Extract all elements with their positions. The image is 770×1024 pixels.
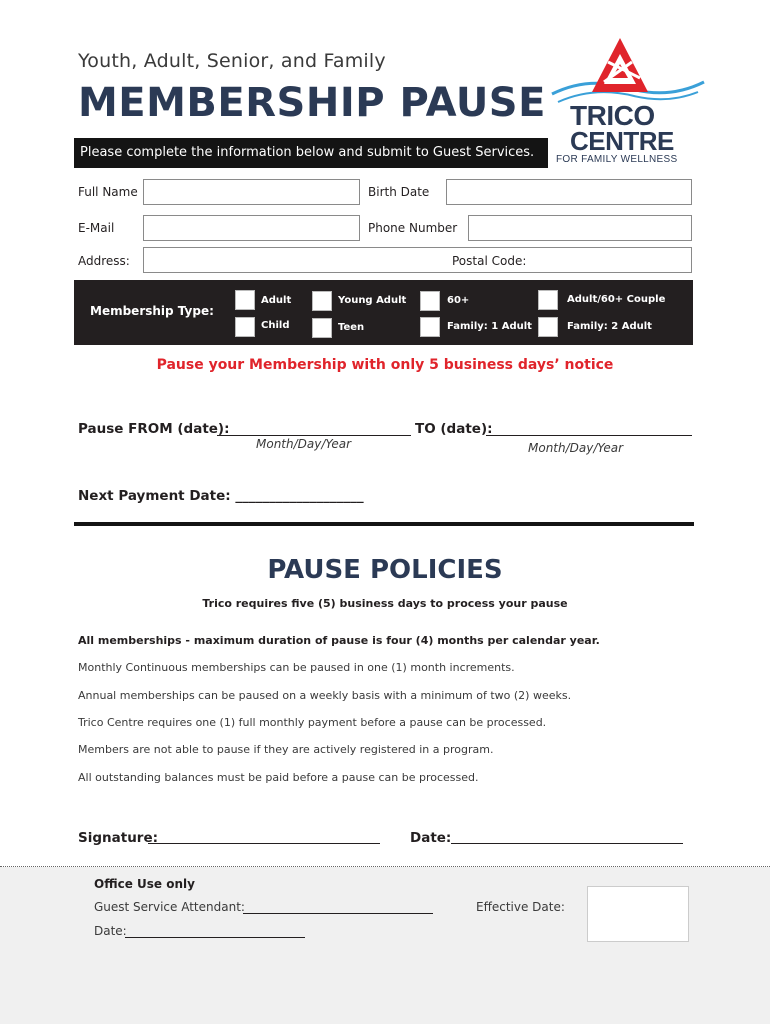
next-payment-date: Next Payment Date: ___________________: [78, 488, 364, 504]
email-label: E-Mail: [78, 221, 115, 235]
adult-checkbox[interactable]: [235, 290, 255, 310]
logo-tagline: FOR FAMILY WELLNESS: [556, 154, 678, 165]
birth-date-label: Birth Date: [368, 185, 430, 199]
membership-type-label: Membership Type:: [90, 304, 214, 318]
family-1-adult-checkbox[interactable]: [420, 317, 440, 337]
section-divider: [74, 522, 694, 526]
sixty-plus-checkbox[interactable]: [420, 291, 440, 311]
office-date-line[interactable]: [125, 937, 305, 938]
young-adult-option-label: Young Adult: [338, 295, 407, 306]
attendant-line[interactable]: [243, 913, 433, 914]
trico-centre-logo: [548, 32, 708, 167]
pause-to-label: TO (date):: [415, 421, 493, 437]
sixty-plus-option-label: 60+: [447, 295, 470, 306]
signature-line[interactable]: [148, 843, 380, 844]
young-adult-checkbox[interactable]: [312, 291, 332, 311]
logo-centre-text: CENTRE: [570, 126, 674, 156]
signature-date-label: Date:: [410, 830, 452, 846]
policy-item: All memberships - maximum duration of pause is four (4) months per calendar year.: [78, 634, 600, 647]
email-field[interactable]: [143, 215, 360, 241]
postal-code-label: Postal Code:: [452, 254, 527, 268]
phone-label: Phone Number: [368, 221, 458, 235]
full-name-label: Full Name: [78, 185, 138, 199]
notice-text: Pause your Membership with only 5 business days’ notice: [156, 357, 614, 373]
office-date-label: Date:: [94, 924, 127, 938]
from-date-format-hint: Month/Day/Year: [256, 437, 352, 451]
form-subtitle: Youth, Adult, Senior, and Family: [78, 50, 386, 72]
pause-to-line[interactable]: [486, 435, 692, 436]
policy-item: Members are not able to pause if they are actively registered in a program.: [78, 743, 494, 756]
guest-service-attendant-label: Guest Service Attendant:: [94, 900, 245, 914]
adult-option-label: Adult: [261, 295, 292, 306]
policies-subtitle: Trico requires five (5) business days to process your pause: [202, 597, 568, 610]
policy-item: Trico Centre requires one (1) full monthly payment before a pause can be processed.: [78, 716, 547, 729]
policy-item: Annual memberships can be paused on a weekly basis with a minimum of two (2) weeks.: [78, 689, 572, 702]
adult-60-couple-option-label: Adult/60+ Couple: [567, 294, 666, 305]
phone-field[interactable]: [468, 215, 692, 241]
instructions-banner: Please complete the information below and submit to Guest Services.: [74, 138, 548, 168]
address-field[interactable]: [143, 247, 692, 273]
policies-title: PAUSE POLICIES: [267, 555, 503, 585]
teen-checkbox[interactable]: [312, 318, 332, 338]
adult-60-couple-checkbox[interactable]: [538, 290, 558, 310]
child-checkbox[interactable]: [235, 317, 255, 337]
teen-option-label: Teen: [338, 322, 365, 333]
address-label: Address:: [78, 254, 130, 268]
pause-from-label: Pause FROM (date):: [78, 421, 230, 437]
family-2-adult-checkbox[interactable]: [538, 317, 558, 337]
policy-item: All outstanding balances must be paid before a pause can be processed.: [78, 771, 479, 784]
logo-trico-text: TRICO: [570, 100, 655, 131]
trico-triangle-icon: [548, 32, 708, 107]
birth-date-field[interactable]: [446, 179, 692, 205]
full-name-field[interactable]: [143, 179, 360, 205]
office-use-title: Office Use only: [94, 877, 195, 891]
signature-date-line[interactable]: [451, 843, 683, 844]
signature-label: Signature:: [78, 830, 159, 846]
form-title: MEMBERSHIP PAUSE: [78, 80, 546, 126]
family-2-adult-option-label: Family: 2 Adult: [567, 321, 652, 332]
child-option-label: Child: [261, 320, 290, 331]
pause-from-line[interactable]: [217, 435, 411, 436]
effective-date-box[interactable]: [587, 886, 689, 942]
family-1-adult-option-label: Family: 1 Adult: [447, 321, 532, 332]
effective-date-label: Effective Date:: [476, 900, 565, 914]
to-date-format-hint: Month/Day/Year: [528, 441, 624, 455]
policy-item: Monthly Continuous memberships can be paused in one (1) month increments.: [78, 661, 515, 674]
